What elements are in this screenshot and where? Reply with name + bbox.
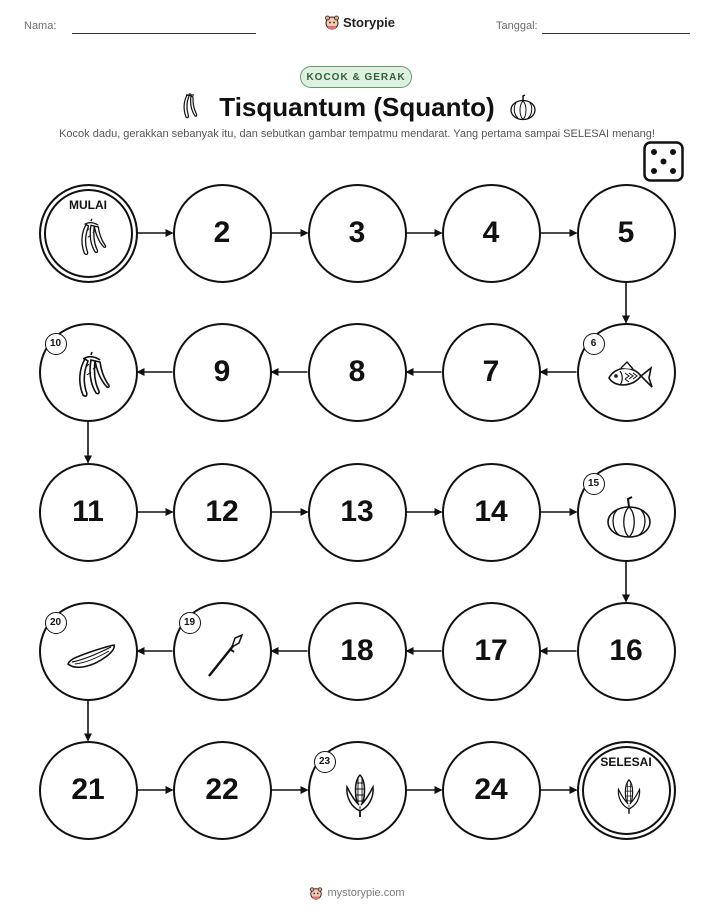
- instructions: Kocok dadu, gerakkan sebanyak itu, dan sebutkan gambar tempatmu mendarat. Yang pertama sampai SELESAI menang!: [59, 128, 655, 140]
- activity-badge: KOCOK & GERAK: [300, 66, 412, 88]
- beans-icon: [70, 218, 112, 260]
- space-number-badge: 15: [583, 473, 605, 495]
- canoe-icon: [65, 630, 117, 682]
- board-space-5: [577, 184, 676, 283]
- name-label: Nama:: [24, 20, 57, 32]
- footer: [0, 886, 714, 900]
- space-number: 13: [340, 495, 374, 528]
- space-number: 24: [474, 773, 508, 806]
- board-space-13: [308, 463, 407, 562]
- date-label: Tanggal:: [496, 20, 538, 32]
- board-space-19: [173, 602, 272, 701]
- space-number: 9: [213, 355, 231, 388]
- space-number: 14: [474, 495, 508, 528]
- board-space-11: [39, 463, 138, 562]
- board-space-23: [308, 741, 407, 840]
- finish-space: [577, 741, 676, 840]
- board-space-16: [577, 602, 676, 701]
- board-space-4: [442, 184, 541, 283]
- space-number: 17: [474, 634, 508, 667]
- page-title: Tisquantum (Squanto): [219, 92, 495, 122]
- space-number: 18: [340, 634, 374, 667]
- space-number: 7: [482, 355, 500, 388]
- space-number-badge: 19: [179, 612, 201, 634]
- fish-icon: [603, 351, 655, 403]
- board-space-8: [308, 323, 407, 422]
- board-space-7: [442, 323, 541, 422]
- board-space-3: [308, 184, 407, 283]
- corn-icon: [608, 775, 650, 817]
- start-space: [39, 184, 138, 283]
- brand-name: Storypie: [343, 14, 396, 30]
- board-space-18: [308, 602, 407, 701]
- space-number: 21: [71, 773, 105, 806]
- board-space-10: [39, 323, 138, 422]
- space-number: 16: [609, 634, 643, 667]
- pumpkin-icon: [603, 491, 655, 543]
- space-number: 8: [348, 355, 366, 388]
- space-number-badge: 23: [314, 751, 336, 773]
- storypie-mascot-icon: [309, 886, 323, 900]
- space-number: 12: [205, 495, 239, 528]
- board-space-20: [39, 602, 138, 701]
- board-space-9: [173, 323, 272, 422]
- space-number: 4: [482, 216, 500, 249]
- start-label: MULAI: [69, 197, 107, 212]
- spear-icon: [199, 630, 251, 682]
- beans-icon: [65, 351, 117, 403]
- corn-icon: [334, 769, 386, 821]
- board-space-22: [173, 741, 272, 840]
- finish-label: SELESAI: [600, 754, 652, 769]
- board-space-6: [577, 323, 676, 422]
- board-space-24: [442, 741, 541, 840]
- space-number: 2: [213, 216, 231, 249]
- board-space-14: [442, 463, 541, 562]
- space-number: 11: [72, 495, 104, 528]
- space-number-badge: 20: [45, 612, 67, 634]
- space-number-badge: 10: [45, 333, 67, 355]
- space-number: 5: [617, 216, 635, 249]
- space-number: 3: [348, 216, 366, 249]
- footer-url[interactable]: mystorypie.com: [327, 887, 405, 899]
- board-space-17: [442, 602, 541, 701]
- space-number-badge: 6: [583, 333, 605, 355]
- board-space-12: [173, 463, 272, 562]
- board-space-2: [173, 184, 272, 283]
- board-space-15: [577, 463, 676, 562]
- space-number: 22: [205, 773, 239, 806]
- board-space-21: [39, 741, 138, 840]
